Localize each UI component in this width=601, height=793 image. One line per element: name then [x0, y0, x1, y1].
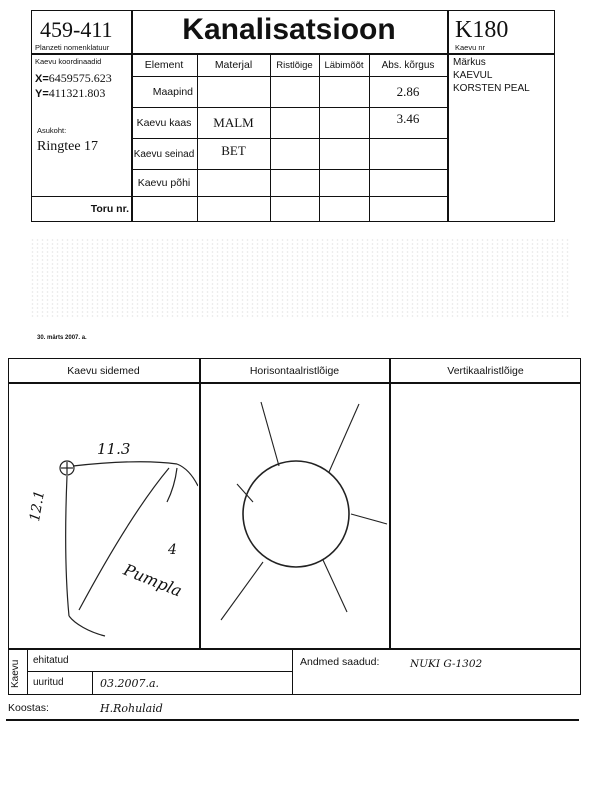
grid-line [27, 649, 28, 695]
data-from-value: NUKI G-1302 [410, 658, 483, 670]
row-material: BET [221, 143, 246, 158]
connection-line [73, 462, 177, 466]
remarks-line1: KAEVUL [453, 70, 493, 81]
row-element: Kaevu põhi [137, 177, 191, 189]
row-cross [270, 77, 319, 107]
grid-line [447, 10, 449, 222]
col-header-horizontal: Horisontaalristlõige [249, 364, 340, 377]
grid-line [27, 671, 292, 672]
grid-line [6, 719, 579, 721]
location-value: Ringtee 17 [37, 139, 99, 154]
grid-line [92, 671, 93, 695]
coords-label: Kaevu koordinaadid [35, 57, 102, 66]
dimension-left: 12.1 [27, 489, 49, 523]
grid-line [131, 196, 447, 197]
well-number-label: Kaevu nr [455, 43, 486, 52]
grid-line [292, 649, 293, 695]
nomenclature-label: Planzeti nomenklatuur [35, 43, 110, 52]
well-number: K180 [455, 17, 509, 43]
col-header-diameter: Läbimõõt [324, 59, 364, 71]
scan-noise [30, 238, 570, 318]
row-material [197, 170, 270, 196]
data-from-label: Andmed saadud: [300, 656, 380, 668]
footer-form [8, 649, 581, 695]
connection-line [69, 616, 105, 636]
built-label: ehitatud [33, 655, 69, 666]
row-element: Kaevu seinad [133, 148, 195, 160]
y-prefix: Y= [35, 88, 49, 100]
form-date: 30. märts 2007. a. [37, 335, 87, 341]
location-label: Asukoht: [37, 126, 67, 135]
row-cross [270, 139, 319, 169]
row-height [369, 139, 447, 169]
x-prefix: X= [35, 73, 49, 85]
row-cross [270, 170, 319, 196]
surveyed-label: uuritud [33, 677, 64, 688]
row-diameter [319, 108, 369, 138]
page-title: Kanalisatsioon [182, 13, 396, 46]
row-material [197, 77, 270, 107]
x-coordinate [35, 71, 112, 86]
row-element: Maapind [152, 86, 193, 98]
col-header-material: Materjal [214, 59, 253, 71]
row-height: 3.46 [396, 111, 420, 126]
grid-line [389, 358, 391, 649]
surveyed-value: 03.2007.a. [100, 677, 160, 690]
horizontal-section-sketch [201, 384, 388, 648]
row-diameter [319, 139, 369, 169]
note-word: Pumpla [120, 560, 185, 601]
y-coordinate [35, 86, 105, 101]
col-header-connections: Kaevu sidemed [67, 364, 140, 377]
remarks-line2: KORSTEN PEAL [453, 83, 530, 94]
row-diameter [319, 170, 369, 196]
row-cross [270, 108, 319, 138]
pipe-label: Toru nr. [90, 203, 129, 215]
col-header-cross: Ristlõige [276, 59, 313, 71]
connection-line [167, 468, 177, 502]
row-height [369, 170, 447, 196]
row-element: Kaevu kaas [136, 117, 192, 129]
connection-line [66, 476, 69, 616]
col-header-vertical: Vertikaalristlõige [447, 364, 524, 377]
manhole-circle-icon [243, 461, 349, 567]
note-number: 4 [168, 542, 177, 558]
grid-line [31, 196, 131, 197]
footer-side-label: Kaevu [10, 659, 21, 688]
y-value: 411321.803 [48, 86, 106, 100]
row-height: 2.86 [396, 84, 420, 99]
nomenclature-code: 459-411 [40, 17, 113, 42]
col-header-element: Element [144, 59, 184, 71]
connection-line [177, 464, 198, 486]
col-header-height: Abs. kõrgus [381, 59, 435, 71]
dimension-top: 11.3 [97, 440, 131, 458]
row-diameter [319, 77, 369, 107]
remarks-label: Märkus [453, 57, 486, 68]
compiled-label: Koostas: [8, 702, 49, 714]
compiled-value: H.Rohulaid [100, 702, 163, 715]
row-material: MALM [213, 115, 254, 130]
x-value: 6459575.623 [48, 71, 112, 85]
